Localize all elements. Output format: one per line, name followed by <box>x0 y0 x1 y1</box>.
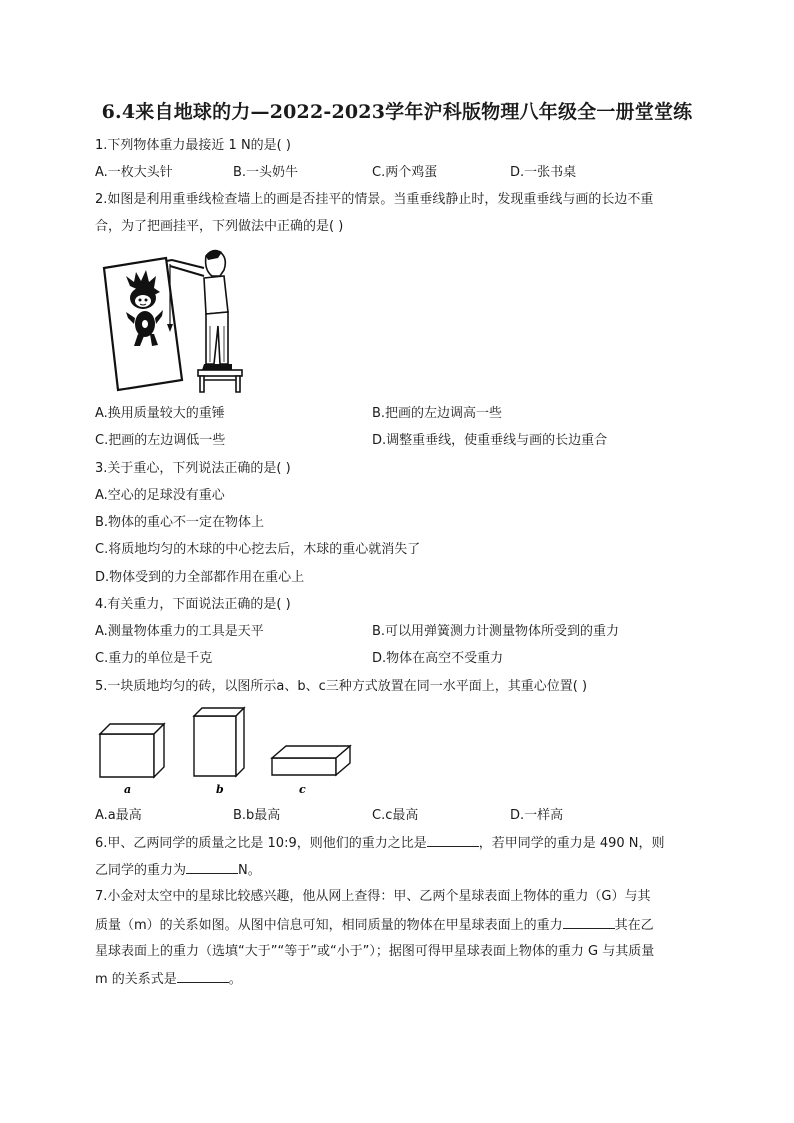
brick-c-icon <box>272 746 350 775</box>
q6-line1-text-b: ，若甲同学的重力是 490 N，则 <box>478 836 665 851</box>
q4-option-b: B.可以用弹簧测力计测量物体所受到的重力 <box>372 624 620 639</box>
brick-c-label: c <box>299 783 306 796</box>
q7-line2 <box>95 916 654 935</box>
q6-blank-weight[interactable] <box>186 861 238 874</box>
q3-option-a: A.空心的足球没有重心 <box>95 488 225 503</box>
q6-line2-text-b: N。 <box>238 863 261 878</box>
brick-placements <box>96 704 358 800</box>
q2-option-c: C.把画的左边调低一些 <box>95 433 226 448</box>
q1-option-c: C.两个鸡蛋 <box>372 165 438 180</box>
q1-option-b: B.一头奶牛 <box>233 165 299 180</box>
q5-option-a: A.a最高 <box>95 808 142 823</box>
brick-a-label: a <box>124 783 132 796</box>
q7-line2-text-a: 质量（m）的关系如图。从图中信息可知，相同质量的物体在甲星球表面上的重力 <box>95 918 563 933</box>
q6-line2 <box>95 861 261 880</box>
q3-option-b: B.物体的重心不一定在物体上 <box>95 515 265 530</box>
q2-option-a: A.换用质量较大的重锤 <box>95 406 225 421</box>
brick-b-label: b <box>216 783 224 796</box>
q4-stem: 4.有关重力，下面说法正确的是( ) <box>95 597 291 612</box>
q2-option-b: B.把画的左边调高一些 <box>372 406 503 421</box>
q4-option-a: A.测量物体重力的工具是天平 <box>95 624 264 639</box>
q3-stem: 3.关于重心，下列说法正确的是( ) <box>95 461 291 476</box>
q2-stem-line1: 2.如图是利用重垂线检查墙上的画是否挂平的情景。当重垂线静止时，发现重垂线与画的长边不重 <box>95 192 654 207</box>
q7-blank-formula[interactable] <box>177 970 229 983</box>
q7-line4 <box>95 970 242 989</box>
q5-option-b: B.b最高 <box>233 808 281 823</box>
q4-option-d: D.物体在高空不受重力 <box>372 651 504 666</box>
q7-line4-text-b: 。 <box>228 972 242 987</box>
q5-figure-bricks <box>96 704 358 800</box>
q6-line2-text-a: 乙同学的重力为 <box>95 863 187 878</box>
q7-line3: 星球表面上的重力（选填“大于”“等于”或“小于”）；据图可得甲星球表面上物体的重力 G 与其质量 <box>95 944 655 959</box>
plumb-line-illustration <box>100 246 250 396</box>
q5-option-c: C.c最高 <box>372 808 419 823</box>
q7-blank-compare[interactable] <box>563 916 615 929</box>
q3-option-d: D.物体受到的力全部都作用在重心上 <box>95 570 305 585</box>
q6-blank-ratio[interactable] <box>427 834 479 847</box>
q3-option-c: C.将质地均匀的木球的中心挖去后，木球的重心就消失了 <box>95 542 421 557</box>
q4-option-c: C.重力的单位是千克 <box>95 651 213 666</box>
q1-stem: 1.下列物体重力最接近 1 N的是( ) <box>95 138 291 153</box>
q7-line2-text-b: 其在乙 <box>614 918 654 933</box>
q7-line1: 7.小金对太空中的星球比较感兴趣，他从网上查得：甲、乙两个星球表面上物体的重力（G）与其 <box>95 889 651 904</box>
page-title: 6.4来自地球的力—2022-2023学年沪科版物理八年级全一册堂堂练 <box>101 101 693 123</box>
q7-line4-text-a: m 的关系式是 <box>95 972 177 987</box>
q6-line1 <box>95 834 665 853</box>
q2-figure-plumb-line <box>100 246 250 396</box>
brick-b-icon <box>194 708 244 776</box>
q5-option-d: D.一样高 <box>510 808 564 823</box>
q6-line1-text-a: 6.甲、乙两同学的质量之比是 10:9，则他们的重力之比是 <box>95 836 427 851</box>
q5-stem: 5.一块质地均匀的砖，以图所示a、b、c三种方式放置在同一水平面上，其重心位置( ) <box>95 679 588 694</box>
q1-option-d: D.一张书桌 <box>510 165 577 180</box>
q2-stem-line2: 合，为了把画挂平，下列做法中正确的是( ) <box>95 219 344 234</box>
q1-option-a: A.一枚大头针 <box>95 165 173 180</box>
q2-option-d: D.调整重垂线，使重垂线与画的长边重合 <box>372 433 608 448</box>
brick-a-icon <box>100 724 164 777</box>
stool-icon <box>198 370 242 392</box>
person-icon <box>202 250 232 370</box>
